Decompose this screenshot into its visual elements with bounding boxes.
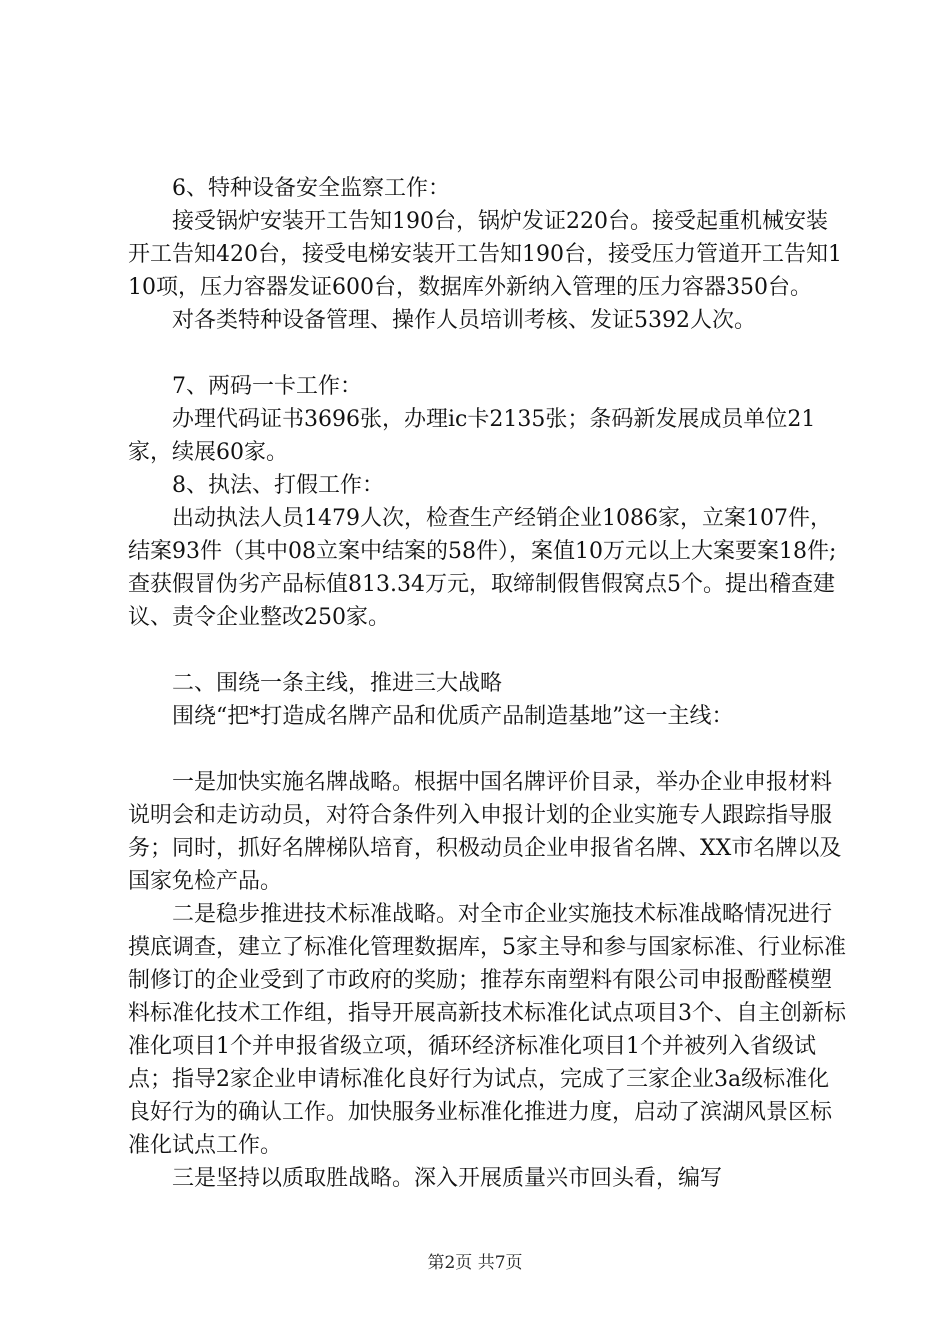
paragraph-spacer — [128, 634, 848, 667]
section-heading-main-line: 二、围绕一条主线，推进三大战略 — [172, 671, 503, 696]
paragraph-main-line-intro: 围绕“把*打造成名牌产品和优质产品制造基地”这一主线： — [172, 704, 734, 729]
page-number-footer: 第2页 共7页 — [427, 1253, 523, 1273]
paragraph-brand-strategy: 一是加快实施名牌战略。根据中国名牌评价目录，举办企业申报材料说明会和走访动员，对符合条件列入申报计划的企业实施专人跟踪指导服务；同时，抓好名牌梯队培育，积极动员企业申报省名牌、XX市名牌以及国家免检产品。 — [128, 770, 842, 894]
paragraph-training-stats: 对各类特种设备管理、操作人员培训考核、发证5392人次。 — [172, 308, 756, 333]
section-heading-special-equipment: 6、特种设备安全监察工作： — [172, 176, 450, 201]
section-heading-enforcement: 8、执法、打假工作： — [172, 473, 384, 498]
paragraph-enforcement-stats: 出动执法人员1479人次，检查生产经销企业1086家，立案107件，结案93件（其中08立案中结案的58件），案值10万元以上大案要案18件;查获假冒伪劣产品标值813.34万元，取缔制假售假窝点5个。提出稽查建议、责令企业整改250家。 — [128, 506, 837, 630]
paragraph-codes-cards-stats: 办理代码证书3696张，办理ic卡2135张；条码新发展成员单位21家，续展60家。 — [128, 407, 816, 465]
paragraph-spacer — [128, 733, 848, 766]
section-heading-codes-cards: 7、两码一卡工作： — [172, 374, 362, 399]
paragraph-quality-strategy: 三是坚持以质取胜战略。深入开展质量兴市回头看，编写 — [172, 1166, 723, 1191]
paragraph-standard-strategy: 二是稳步推进技术标准战略。对全市企业实施技术标准战略情况进行摸底调查，建立了标准化管理数据库，5家主导和参与国家标准、行业标准制修订的企业受到了市政府的奖励；推荐东南塑料有限公司申报酚醛模塑料标准化技术工作组，指导开展高新技术标准化试点项目3个、自主创新标准化项目1个并申报省级立项，循环经济标准化项目1个并被列入省级试点；指导2家企业申请标准化良好行为试点，完成了三家企业3a级标准化良好行为的确认工作。加快服务业标准化推进力度，启动了滨湖风景区标准化试点工作。 — [128, 902, 846, 1158]
paragraph-special-equipment-stats: 接受锅炉安装开工告知190台，锅炉发证220台。接受起重机械安装开工告知420台，接受电梯安装开工告知190台，接受压力管道开工告知110项，压力容器发证600台，数据库外新纳入管理的压力容器350台。 — [128, 209, 842, 300]
paragraph-spacer — [128, 337, 848, 370]
document-body — [128, 172, 848, 1195]
